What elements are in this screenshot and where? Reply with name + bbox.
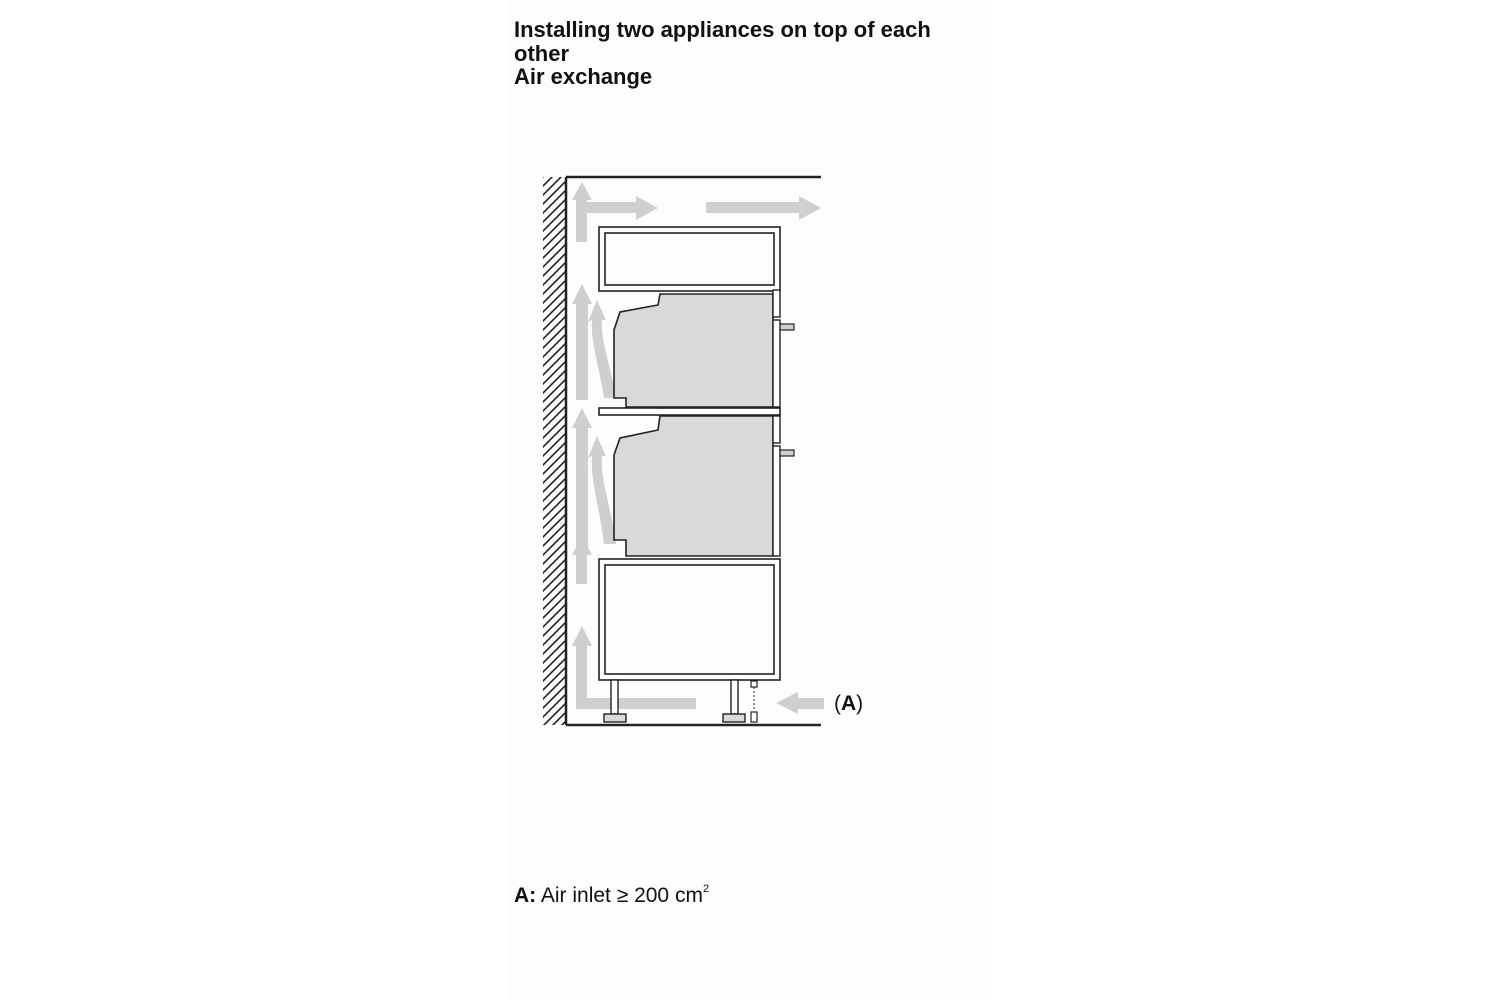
airflow-lower-curve-arrow (588, 436, 616, 544)
lower-appliance-door (773, 446, 780, 556)
title-line-1: Installing two appliances on top of each (514, 17, 931, 42)
callout-close-paren: ) (856, 692, 864, 715)
airflow-inlet-arrow (776, 692, 824, 714)
upper-appliance (614, 290, 794, 407)
upper-appliance-handle (780, 324, 794, 330)
foot-left (604, 714, 626, 722)
airflow-floor-arrow (572, 626, 696, 709)
legend-key: A: (514, 884, 537, 907)
leg-left (611, 680, 618, 714)
base-cabinet (599, 559, 780, 680)
leg-right (731, 680, 738, 714)
legend-superscript: 2 (702, 883, 710, 895)
callout-label-a (834, 692, 863, 715)
wall-hatching (543, 177, 565, 725)
title-line-2: other (514, 40, 569, 66)
airflow-exhaust-arrow (706, 196, 821, 220)
top-cabinet (599, 227, 780, 291)
lower-appliance-handle (780, 450, 794, 456)
lower-appliance-front-panel (773, 416, 780, 443)
airflow-upper-curve-arrow (588, 300, 616, 398)
middle-shelf (599, 408, 780, 415)
lower-appliance (614, 416, 794, 556)
foot-right (723, 714, 745, 722)
title-line-3: Air exchange (514, 64, 653, 89)
callout-letter: A (841, 692, 857, 715)
plinth (751, 681, 757, 722)
airflow-upper-straight-arrow (572, 284, 592, 400)
legend (514, 884, 709, 908)
airflow-lower-straight-arrow (572, 408, 592, 548)
upper-appliance-front-panel (773, 290, 780, 317)
airflow-base-arrow (572, 536, 592, 584)
legend-text: Air inlet ≥ 200 cm (540, 884, 703, 907)
upper-appliance-door (773, 320, 780, 407)
callout-open-paren: ( (834, 692, 841, 715)
